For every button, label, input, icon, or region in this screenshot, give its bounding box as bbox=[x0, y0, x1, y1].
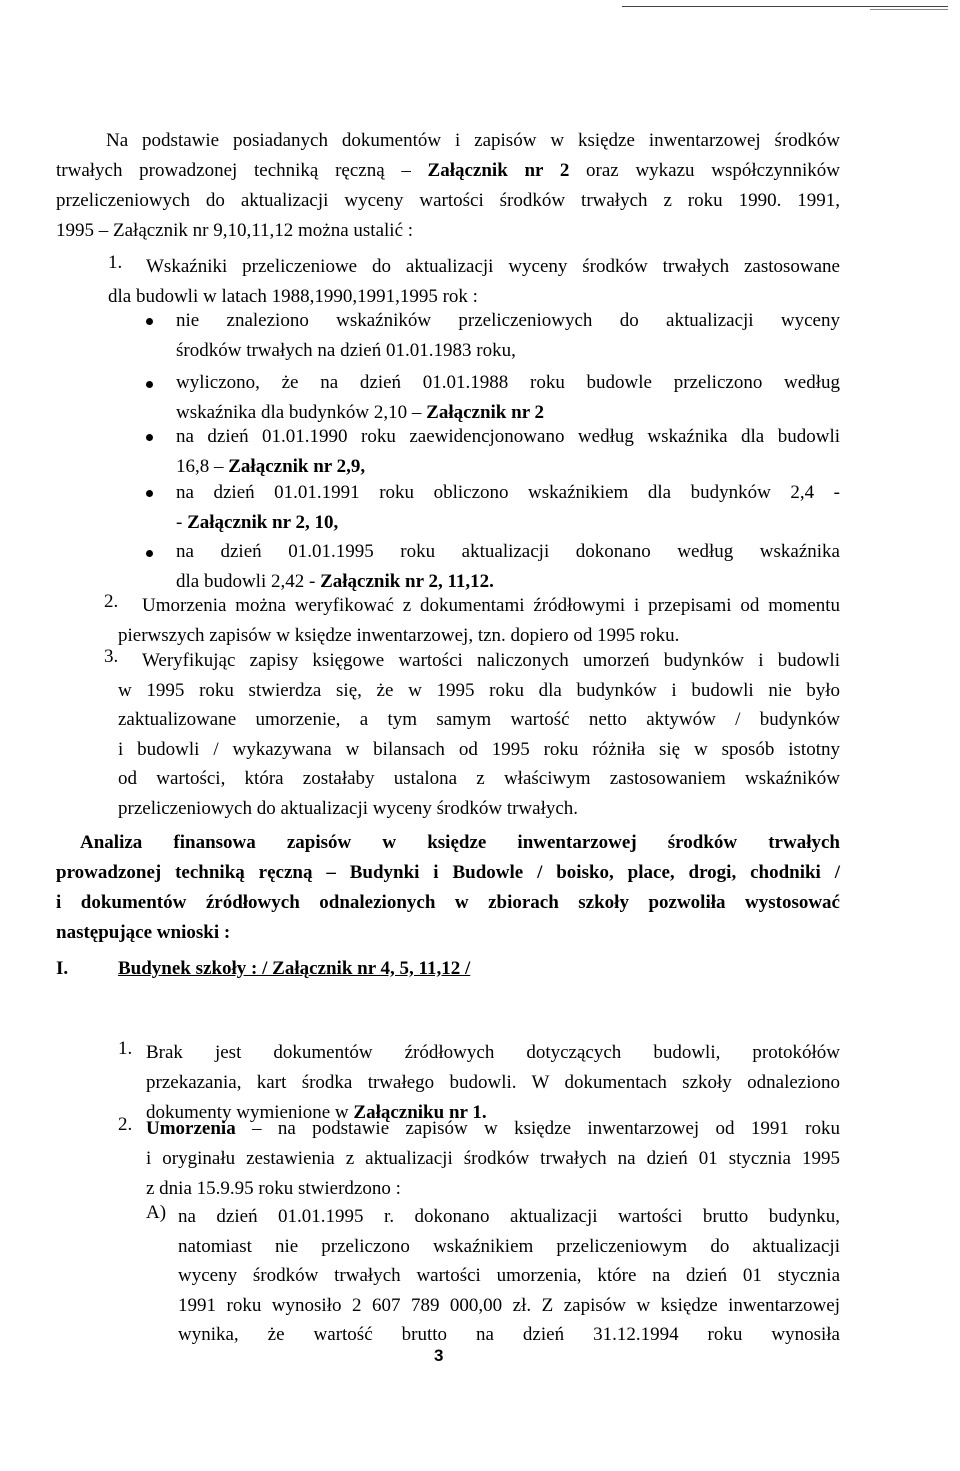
annex-ref: Załącznik nr 2 bbox=[427, 160, 570, 181]
item2-line: i oryginału zestawienia z aktualizacji środków trwałych na dzień 01 stycznia 1995 bbox=[146, 1148, 840, 1169]
item1-line3c: . bbox=[481, 1102, 487, 1123]
item1-line3a: dokumenty wymienione w bbox=[146, 1102, 354, 1123]
point-number: 3. bbox=[104, 646, 119, 667]
bullet-item bbox=[176, 422, 840, 482]
point3-line: przeliczeniowych do aktualizacji wyceny środków trwałych. bbox=[118, 797, 579, 819]
point-number: 2. bbox=[104, 591, 119, 612]
intro-line bbox=[56, 216, 840, 246]
item2-line: z dnia 15.9.95 roku stwierdzono : bbox=[146, 1178, 401, 1199]
point1-line1: Wskaźniki przeliczeniowe do aktualizacji wyceny środków trwałych zastosowane bbox=[146, 256, 840, 277]
bullet-line bbox=[176, 336, 840, 366]
bullet-item bbox=[176, 368, 840, 428]
item2-line1b: – na podstawie zapisów w księdze inwentarzowej od 1991 roku bbox=[235, 1118, 840, 1139]
analysis-line: prowadzonej techniką ręczną – Budynki i Budowle / boisko, place, drogi, chodniki / bbox=[56, 862, 840, 883]
bullet-item bbox=[176, 537, 840, 597]
point3-line: i budowli / wykazywana w bilansach od 1995 roku różniła się w sposób istotny bbox=[118, 738, 840, 760]
bullet-line: na dzień 01.01.1995 roku aktualizacji dokonano według wskaźnika bbox=[176, 541, 840, 562]
point3-line: od wartości, która zostałaby ustalona z właściwym zastosowaniem wskaźników bbox=[118, 768, 840, 789]
sub-label: A) bbox=[146, 1202, 167, 1223]
annex-ref: Załącznik nr 2,9, bbox=[228, 456, 366, 477]
item2-line bbox=[146, 1114, 840, 1144]
item-number: 2. bbox=[118, 1114, 133, 1135]
intro-line1: Na podstawie posiadanych dokumentów i zapisów w księdze inwentarzowej środków bbox=[106, 130, 840, 151]
point1-text bbox=[108, 252, 840, 312]
point-number: 1. bbox=[108, 252, 123, 273]
point3-line: w 1995 roku stwierdza się, że w 1995 roku dla budynków i budowli nie było bbox=[118, 679, 840, 701]
intro-line3: przeliczeniowych do aktualizacji wyceny wartości środków trwałych z roku 1990. 1991, bbox=[56, 190, 840, 211]
point1-line2: dla budowli w latach 1988,1990,1991,1995 rok : bbox=[108, 286, 478, 307]
item1-line: przekazania, kart środka trwałego budowli. W dokumentach szkoły odnaleziono bbox=[146, 1072, 840, 1093]
intro-line2-c: oraz wykazu współczynników bbox=[569, 160, 840, 181]
bullet-line: nie znaleziono wskaźników przeliczeniowych do aktualizacji wyceny bbox=[176, 310, 840, 331]
item1-line: Brak jest dokumentów źródłowych dotyczących budowli, protokółów bbox=[146, 1042, 840, 1063]
point2-line2: pierwszych zapisów w księdze inwentarzowej, tzn. dopiero od 1995 roku. bbox=[118, 625, 680, 646]
top-rule bbox=[622, 6, 948, 7]
intro-line2-a: trwałych prowadzonej techniką ręczną – bbox=[56, 160, 428, 181]
section-heading: Budynek szkoły : / Załącznik nr 4, 5, 11,12 / bbox=[118, 958, 471, 979]
bullet-text: 16,8 – bbox=[176, 456, 229, 477]
item2-text bbox=[146, 1114, 840, 1204]
analysis-line: i dokumentów źródłowych odnalezionych w zbiorach szkoły pozwoliła wystosować bbox=[56, 892, 840, 913]
intro-line bbox=[56, 186, 840, 216]
subA-text bbox=[178, 1202, 840, 1350]
point2-line1: Umorzenia można weryfikować z dokumentami źródłowymi i przepisami od momentu bbox=[142, 595, 840, 616]
bullet-icon bbox=[146, 318, 156, 328]
bullet-icon bbox=[146, 381, 156, 391]
bullet-line: wyliczono, że na dzień 01.01.1988 roku budowle przeliczono według bbox=[176, 372, 840, 393]
bullet-line: na dzień 01.01.1991 roku obliczono wskaźnikiem dla budynków 2,4 - bbox=[176, 482, 840, 503]
bullet-text: środków trwałych na dzień 01.01.1983 roku, bbox=[176, 340, 516, 361]
analysis-line: Analiza finansowa zapisów w księdze inwentarzowej środków trwałych bbox=[80, 832, 840, 853]
point3-line: Weryfikując zapisy księgowe wartości naliczonych umorzeń budynków i budowli bbox=[142, 650, 840, 671]
page-number: 3 bbox=[434, 1346, 444, 1365]
bullet-text: wskaźnika dla budynków 2,10 – bbox=[176, 402, 427, 423]
point3-text bbox=[118, 646, 840, 823]
point3-line: zaktualizowane umorzenie, a tym samym wartość netto aktywów / budynków bbox=[118, 709, 840, 730]
bullet-icon bbox=[146, 434, 156, 444]
bullet-icon bbox=[146, 550, 156, 560]
intro-line bbox=[106, 126, 840, 156]
subA-line: wyceny środków trwałych wartości umorzenia, które na dzień 01 stycznia bbox=[178, 1265, 840, 1286]
annex-ref: Załączniku nr 1 bbox=[353, 1102, 482, 1123]
intro-line4: 1995 – Załącznik nr 9,10,11,12 można ustalić : bbox=[56, 220, 414, 241]
intro-line bbox=[56, 156, 840, 186]
intro-paragraph bbox=[56, 126, 840, 246]
annex-ref: Załącznik nr 2, 10, bbox=[187, 512, 339, 533]
bullet-item bbox=[176, 306, 840, 366]
section-roman: I. bbox=[56, 958, 69, 979]
subA-line: wynika, że wartość brutto na dzień 31.12.1994 roku wynosiła bbox=[178, 1324, 840, 1345]
point2-text bbox=[118, 591, 840, 651]
bullet-text: dla budowli 2,42 - bbox=[176, 571, 321, 592]
bullet-text: - bbox=[176, 512, 188, 533]
bullet-line: na dzień 01.01.1990 roku zaewidencjonowano według wskaźnika dla budowli bbox=[176, 426, 840, 447]
bullet-icon bbox=[146, 490, 156, 500]
bullet-item bbox=[176, 478, 840, 538]
analysis-line: następujące wnioski : bbox=[56, 922, 231, 943]
analysis-paragraph bbox=[56, 828, 840, 948]
top-rule-short bbox=[870, 9, 948, 10]
annex-ref: Załącznik nr 2, 11,12. bbox=[320, 571, 494, 592]
subA-line: natomiast nie przeliczono wskaźnikiem przeliczeniowym do aktualizacji bbox=[178, 1235, 840, 1257]
subA-line: 1991 roku wynosiło 2 607 789 000,00 zł. Z zapisów w księdze inwentarzowej bbox=[178, 1294, 840, 1316]
annex-ref: Załącznik nr 2 bbox=[426, 402, 545, 423]
item-number: 1. bbox=[118, 1038, 133, 1059]
item2-term: Umorzenia bbox=[146, 1118, 236, 1139]
subA-line: na dzień 01.01.1995 r. dokonano aktualizacji wartości brutto budynku, bbox=[178, 1206, 840, 1227]
bullet-line bbox=[176, 508, 840, 538]
